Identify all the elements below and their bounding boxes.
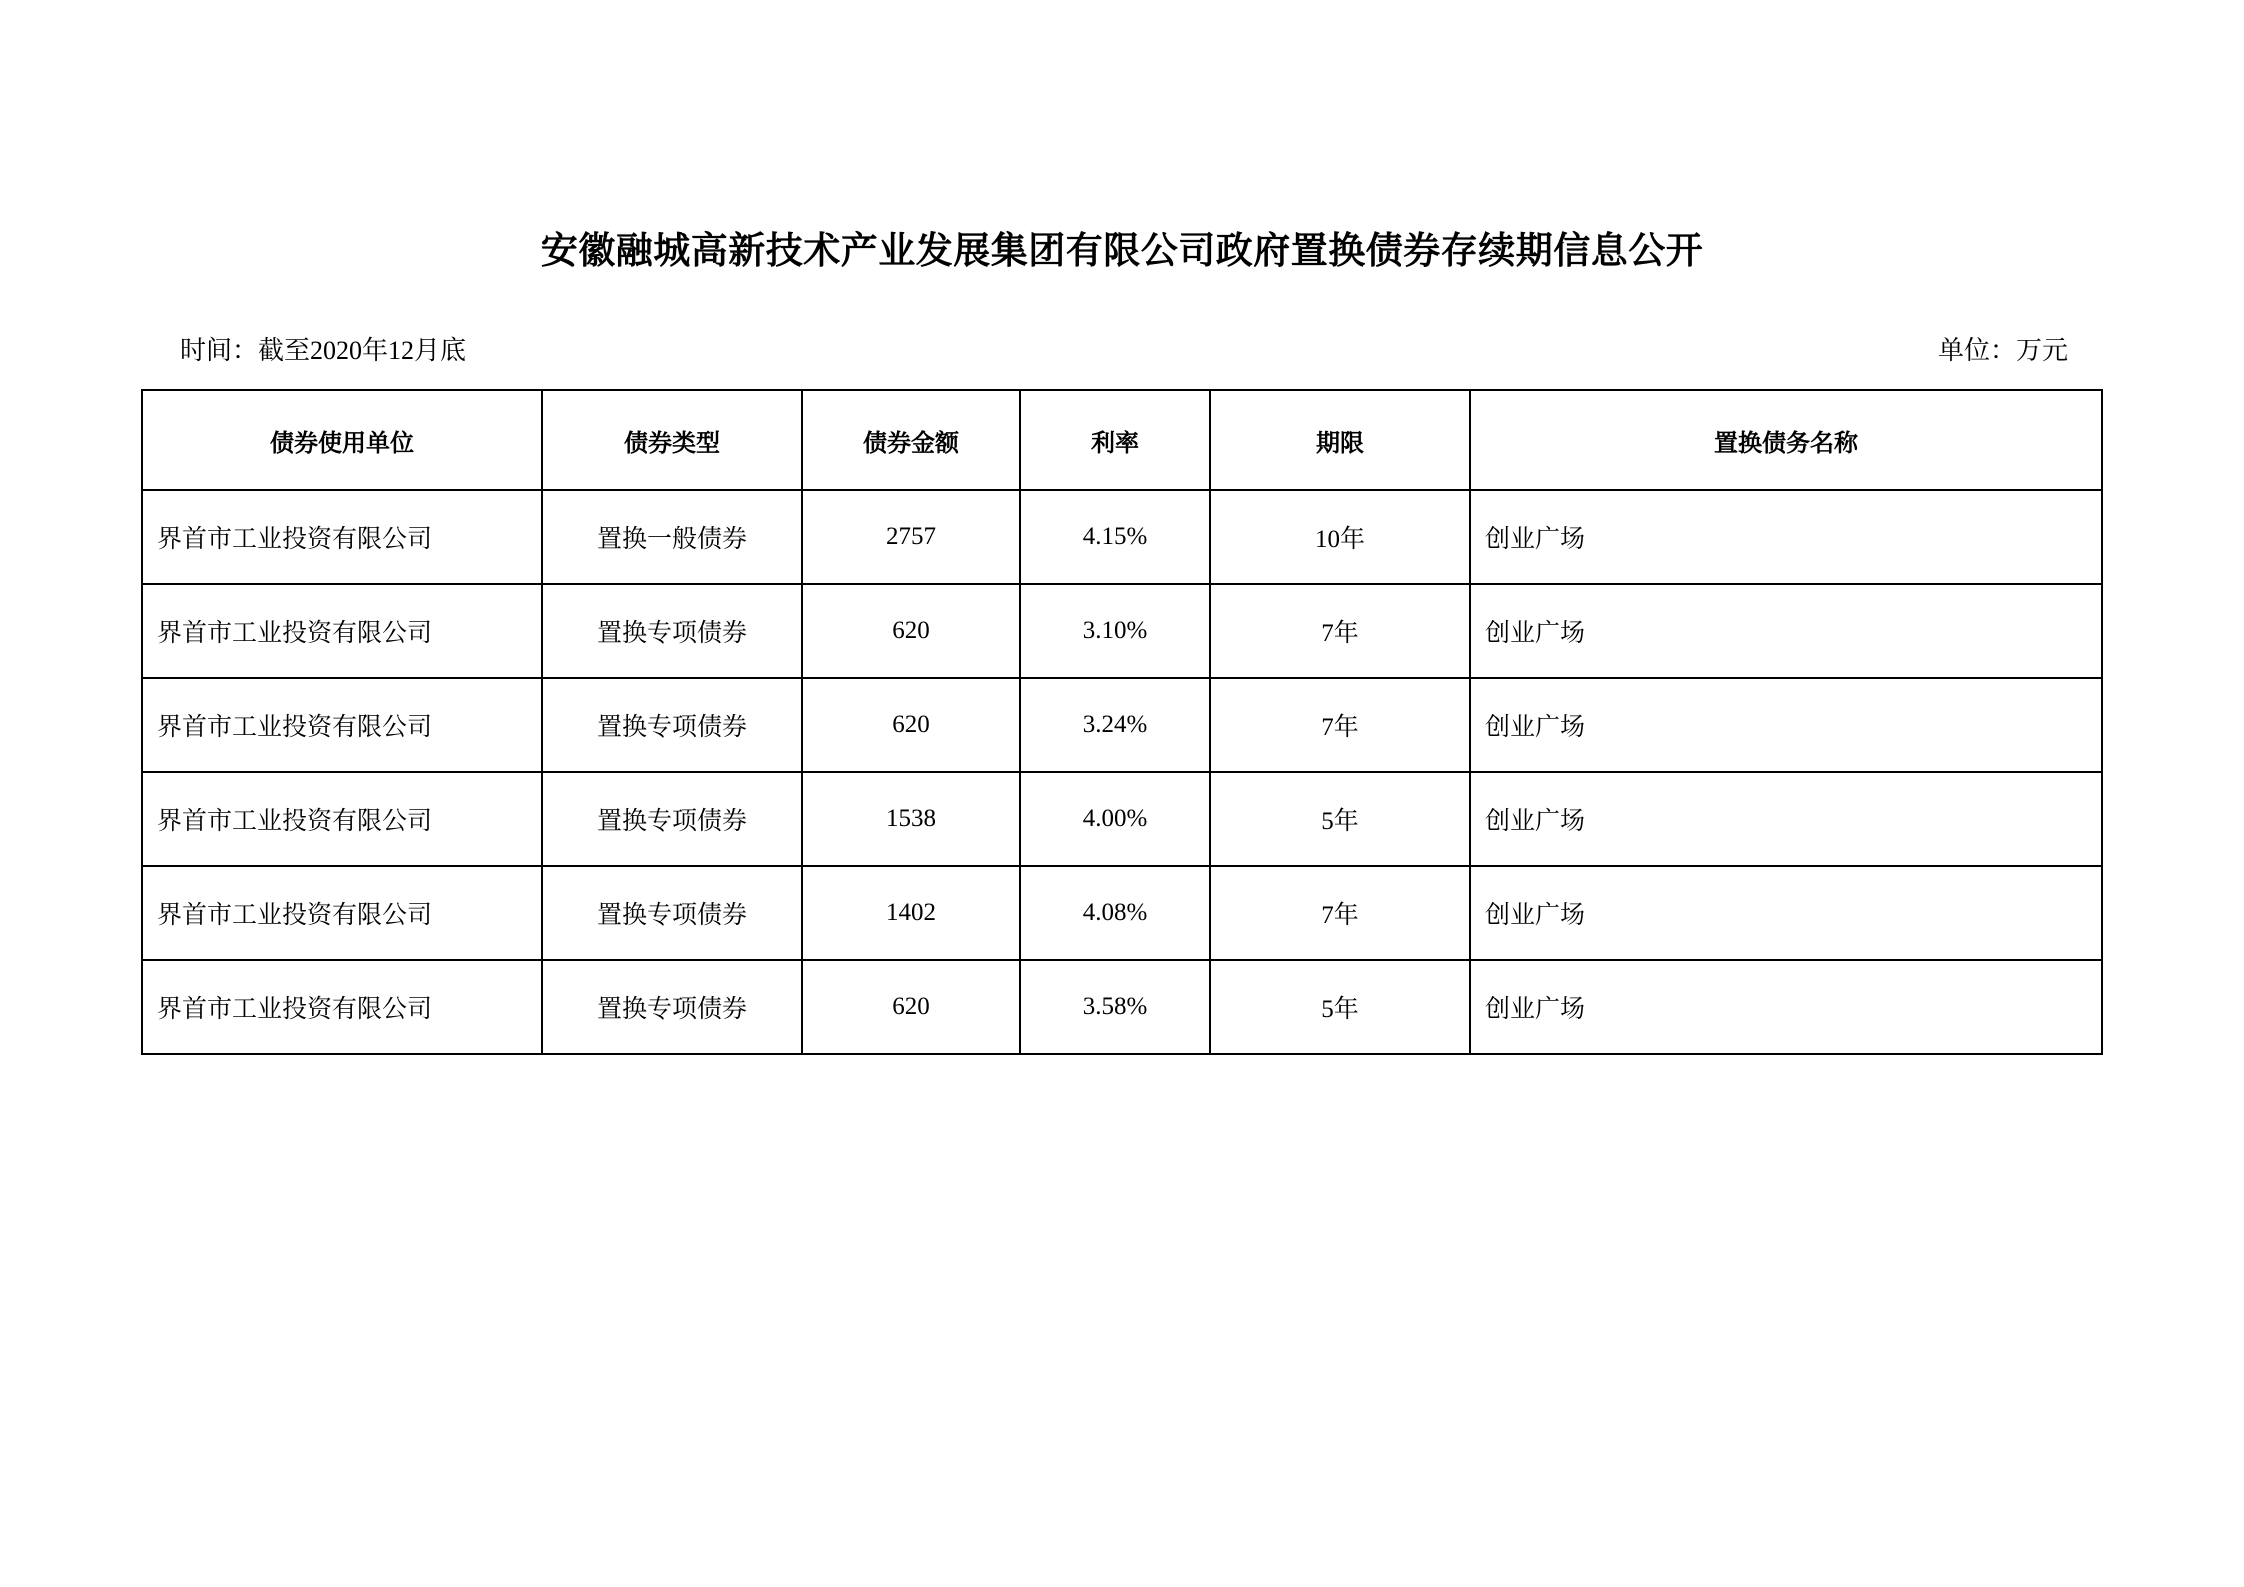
cell-type: 置换专项债券: [542, 960, 802, 1054]
cell-term: 7年: [1210, 866, 1470, 960]
cell-amount: 2757: [802, 490, 1020, 584]
column-header-term: 期限: [1210, 390, 1470, 490]
cell-rate: 4.08%: [1020, 866, 1210, 960]
cell-unit: 界首市工业投资有限公司: [142, 584, 542, 678]
time-label: 时间：截至2020年12月底: [180, 336, 467, 365]
cell-unit: 界首市工业投资有限公司: [142, 490, 542, 584]
cell-term: 7年: [1210, 584, 1470, 678]
cell-type: 置换专项债券: [542, 584, 802, 678]
cell-term: 5年: [1210, 772, 1470, 866]
column-header-unit: 债券使用单位: [142, 390, 542, 490]
cell-name: 创业广场: [1470, 866, 2102, 960]
cell-rate: 4.00%: [1020, 772, 1210, 866]
cell-rate: 3.24%: [1020, 678, 1210, 772]
cell-amount: 620: [802, 584, 1020, 678]
cell-name: 创业广场: [1470, 772, 2102, 866]
cell-term: 7年: [1210, 678, 1470, 772]
cell-term: 10年: [1210, 490, 1470, 584]
table-row: [142, 960, 2102, 1054]
table-row: [142, 584, 2102, 678]
cell-rate: 4.15%: [1020, 490, 1210, 584]
cell-name: 创业广场: [1470, 490, 2102, 584]
document-meta: [142, 274, 2102, 367]
unit-label: 单位：万元: [1937, 336, 2068, 365]
cell-amount: 1538: [802, 772, 1020, 866]
cell-unit: 界首市工业投资有限公司: [142, 866, 542, 960]
table-row: [142, 490, 2102, 584]
cell-amount: 1402: [802, 866, 1020, 960]
cell-rate: 3.58%: [1020, 960, 1210, 1054]
bond-table: [141, 389, 2103, 1055]
table-row: [142, 866, 2102, 960]
cell-term: 5年: [1210, 960, 1470, 1054]
cell-rate: 3.10%: [1020, 584, 1210, 678]
column-header-name: 置换债务名称: [1470, 390, 2102, 490]
cell-amount: 620: [802, 678, 1020, 772]
cell-unit: 界首市工业投资有限公司: [142, 772, 542, 866]
table-header-row: [142, 390, 2102, 490]
column-header-rate: 利率: [1020, 390, 1210, 490]
cell-unit: 界首市工业投资有限公司: [142, 960, 542, 1054]
cell-type: 置换专项债券: [542, 678, 802, 772]
table-row: [142, 678, 2102, 772]
table-row: [142, 772, 2102, 866]
cell-amount: 620: [802, 960, 1020, 1054]
cell-type: 置换一般债券: [542, 490, 802, 584]
cell-name: 创业广场: [1470, 584, 2102, 678]
cell-type: 置换专项债券: [542, 772, 802, 866]
cell-unit: 界首市工业投资有限公司: [142, 678, 542, 772]
page-title: 安徽融城高新技术产业发展集团有限公司政府置换债券存续期信息公开: [540, 229, 1704, 272]
cell-name: 创业广场: [1470, 678, 2102, 772]
cell-name: 创业广场: [1470, 960, 2102, 1054]
column-header-type: 债券类型: [542, 390, 802, 490]
column-header-amount: 债券金额: [802, 390, 1020, 490]
cell-type: 置换专项债券: [542, 866, 802, 960]
